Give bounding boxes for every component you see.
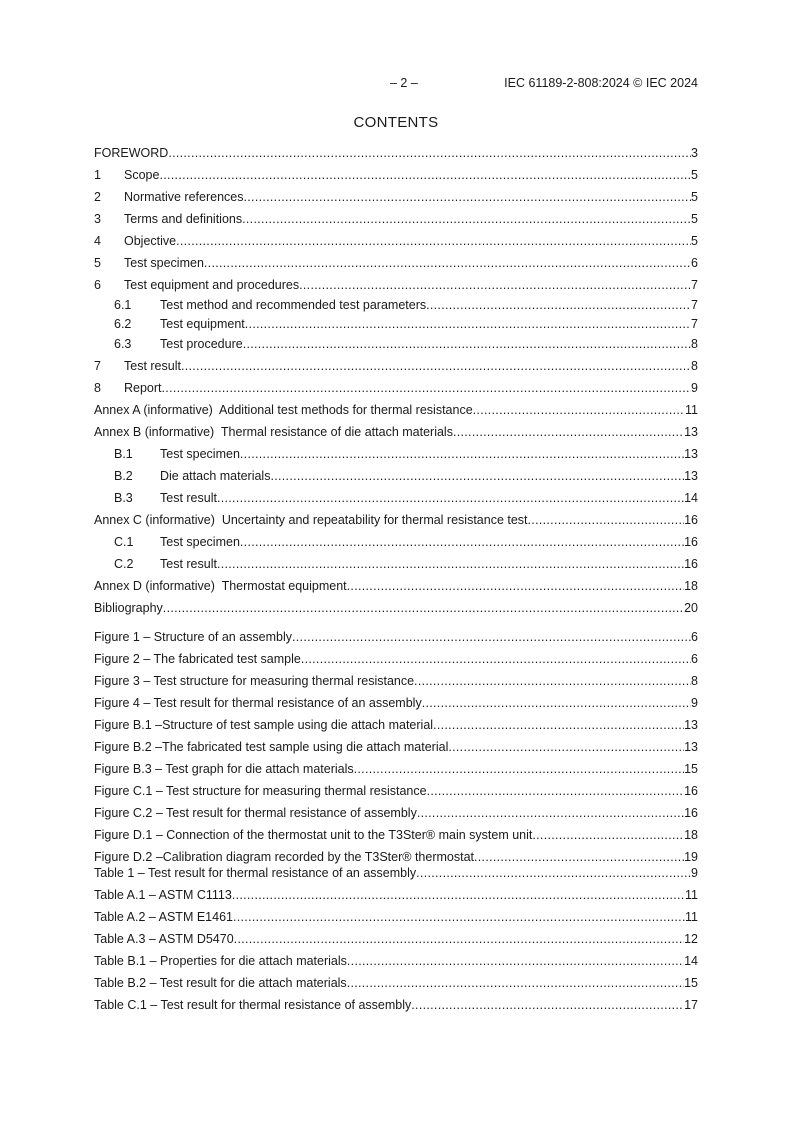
dot-leader (217, 557, 684, 572)
contents-entry[interactable] (94, 579, 698, 594)
contents-entry[interactable] (94, 256, 698, 271)
dot-leader (417, 806, 684, 821)
entry-page-number: 20 (684, 600, 698, 615)
contents-entry[interactable] (94, 317, 698, 332)
dot-leader (347, 976, 684, 991)
entry-page-number: 12 (684, 932, 698, 946)
figure-entry[interactable] (94, 828, 698, 843)
contents-entry[interactable] (94, 447, 698, 462)
contents-entry[interactable] (94, 557, 698, 572)
entry-page-number: 13 (684, 424, 698, 439)
entry-label: Table B.2 – Test result for die attach materials (94, 976, 347, 990)
entry-page-number: 7 (691, 278, 698, 292)
contents-entry[interactable] (94, 359, 698, 374)
figure-entry[interactable] (94, 696, 698, 711)
entry-label: Figure C.2 – Test result for thermal resistance of assembly (94, 806, 417, 820)
entry-page-number: 18 (684, 828, 698, 842)
entry-number: 3 (94, 212, 101, 226)
entry-label: Figure D.2 –Calibration diagram recorded by the T3Ster® thermostat (94, 850, 474, 864)
entry-label: Test result (160, 556, 217, 571)
entry-label: Report (124, 380, 162, 395)
figure-entry[interactable] (94, 806, 698, 821)
dot-leader (245, 317, 691, 332)
entry-page-number: 13 (684, 468, 698, 483)
dot-leader (473, 403, 685, 418)
entry-label: Scope (124, 168, 160, 182)
dot-leader (244, 190, 692, 205)
entry-page-number: 16 (684, 806, 698, 820)
entry-label: Terms and definitions (124, 212, 243, 226)
entry-number: 5 (94, 256, 101, 270)
dot-leader (242, 212, 691, 227)
table-entry[interactable] (94, 888, 698, 903)
dot-leader (217, 491, 684, 506)
dot-leader (422, 696, 691, 711)
dot-leader (347, 579, 684, 594)
entry-page-number: 17 (684, 998, 698, 1012)
table-entry[interactable] (94, 976, 698, 991)
entry-number: 6 (94, 278, 101, 292)
entry-label: Annex A (informative) Additional test methods for thermal resistance (94, 402, 473, 417)
entry-label: Test result (160, 490, 217, 505)
dot-leader (159, 168, 691, 183)
contents-entry[interactable] (94, 337, 698, 352)
entry-number: C.2 (114, 556, 134, 571)
entry-page-number: 5 (691, 212, 698, 226)
figure-entry[interactable] (94, 674, 698, 689)
contents-entry[interactable] (94, 212, 698, 227)
entry-label: Test result (124, 358, 181, 373)
dot-leader (453, 425, 684, 440)
entry-page-number: 6 (691, 256, 698, 270)
entry-label: Objective (124, 234, 177, 248)
entry-page-number: 5 (691, 190, 698, 204)
dot-leader (233, 910, 685, 925)
entry-label: Test specimen (124, 256, 204, 270)
entry-number: C.1 (114, 534, 134, 549)
page-header (94, 76, 698, 92)
contents-entry[interactable] (94, 234, 698, 249)
entry-label: Figure B.2 –The fabricated test sample using die attach material (94, 740, 449, 754)
table-entry[interactable] (94, 932, 698, 947)
entry-label: Figure 2 – The fabricated test sample (94, 652, 301, 666)
dot-leader (301, 652, 691, 667)
standard-reference: IEC 61189-2-808:2024 © IEC 2024 (504, 76, 698, 90)
entry-label: Figure B.1 –Structure of test sample using die attach material (94, 718, 434, 732)
entry-label: Table C.1 – Test result for thermal resistance of assembly (94, 998, 412, 1012)
dot-leader (426, 298, 691, 313)
entry-number: 4 (94, 234, 101, 248)
entry-page-number: 14 (684, 954, 698, 968)
entry-page-number: 13 (684, 718, 698, 732)
contents-entry[interactable] (94, 298, 698, 313)
entry-label: Table 1 – Test result for thermal resistance of an assembly (94, 866, 417, 880)
entry-label: Figure C.1 – Test structure for measuring thermal resistance (94, 784, 427, 798)
entry-label: Normative references (124, 190, 244, 204)
entry-page-number: 19 (684, 850, 698, 864)
entry-number: B.1 (114, 446, 133, 461)
entry-label: Figure 4 – Test result for thermal resistance of an assembly (94, 696, 422, 710)
entry-page-number: 3 (691, 146, 698, 160)
entry-page-number: 16 (684, 784, 698, 798)
table-entry[interactable] (94, 910, 698, 925)
entry-label: Figure B.3 – Test graph for die attach materials (94, 762, 354, 776)
entry-number: 8 (94, 380, 101, 395)
contents-entry[interactable] (94, 403, 698, 418)
figure-entry[interactable] (94, 630, 698, 645)
table-entry[interactable] (94, 954, 698, 969)
dot-leader (532, 828, 684, 843)
dot-leader (243, 337, 691, 352)
entry-page-number: 11 (685, 402, 698, 417)
entry-page-number: 14 (684, 490, 698, 505)
table-entry[interactable] (94, 998, 698, 1013)
entry-number: 7 (94, 358, 101, 373)
entry-page-number: 8 (691, 358, 698, 373)
entry-label: Test equipment (160, 317, 245, 331)
entry-number: 1 (94, 168, 101, 182)
entry-label: Die attach materials (160, 468, 271, 483)
entry-label: Table A.1 – ASTM C1113 (94, 888, 232, 902)
entry-page-number: 18 (684, 578, 698, 593)
dot-leader (347, 954, 684, 969)
contents-entry[interactable] (94, 168, 698, 183)
dot-leader (448, 740, 684, 755)
entry-label: FOREWORD (94, 146, 169, 160)
dot-leader (292, 630, 691, 645)
entry-number: 6.3 (114, 336, 132, 351)
dot-leader (162, 381, 692, 396)
entry-label: Test method and recommended test parameters (160, 297, 427, 312)
dot-leader (474, 850, 684, 865)
entry-label: Figure D.1 – Connection of the thermostat unit to the T3Ster® main system unit (94, 828, 533, 842)
entry-page-number: 7 (691, 317, 698, 331)
entry-page-number: 9 (691, 380, 698, 395)
dot-leader (433, 718, 684, 733)
entry-page-number: 8 (691, 674, 698, 688)
entry-page-number: 6 (691, 630, 698, 644)
figure-entry[interactable] (94, 718, 698, 733)
entry-page-number: 16 (684, 534, 698, 549)
dot-leader (234, 932, 684, 947)
entry-page-number: 5 (691, 234, 698, 248)
contents-entry[interactable] (94, 513, 698, 528)
page-number: – 2 – (390, 76, 418, 90)
entry-label: Table A.2 – ASTM E1461 (94, 910, 233, 924)
dot-leader (240, 447, 684, 462)
entry-page-number: 7 (691, 297, 698, 312)
entry-page-number: 15 (684, 762, 698, 776)
figure-entry[interactable] (94, 740, 698, 755)
dot-leader (163, 601, 684, 616)
entry-label: Annex B (informative) Thermal resistance of die attach materials (94, 424, 453, 439)
entry-number: B.2 (114, 468, 133, 483)
entry-label: Test procedure (160, 336, 243, 351)
entry-number: 6.2 (114, 317, 132, 331)
contents-entry[interactable] (94, 190, 698, 205)
contents-title: CONTENTS (353, 114, 439, 131)
dot-leader (414, 674, 691, 689)
dot-leader (181, 359, 691, 374)
dot-leader (411, 998, 684, 1013)
entry-page-number: 6 (691, 652, 698, 666)
entry-page-number: 11 (685, 910, 698, 924)
entry-page-number: 16 (684, 512, 698, 527)
table-entry[interactable] (94, 866, 698, 881)
contents-entry[interactable] (94, 535, 698, 550)
dot-leader (528, 513, 685, 528)
contents-entry[interactable] (94, 381, 698, 396)
contents-entry[interactable] (94, 601, 698, 616)
entry-label: Annex D (informative) Thermostat equipment (94, 578, 347, 593)
contents-entry[interactable] (94, 469, 698, 484)
entry-page-number: 8 (691, 336, 698, 351)
entry-label: Figure 3 – Test structure for measuring thermal resistance (94, 674, 415, 688)
figure-entry[interactable] (94, 850, 698, 865)
dot-leader (168, 146, 691, 161)
entry-page-number: 13 (684, 446, 698, 461)
entry-page-number: 16 (684, 556, 698, 571)
dot-leader (427, 784, 685, 799)
contents-entry[interactable] (94, 146, 698, 161)
figure-entry[interactable] (94, 784, 698, 799)
dot-leader (270, 469, 684, 484)
entry-page-number: 11 (685, 888, 698, 902)
contents-entry[interactable] (94, 491, 698, 506)
entry-label: Table B.1 – Properties for die attach materials (94, 954, 347, 968)
dot-leader (204, 256, 691, 271)
dot-leader (240, 535, 684, 550)
entry-label: Test equipment and procedures (124, 278, 300, 292)
dot-leader (176, 234, 691, 249)
entry-page-number: 9 (691, 866, 698, 880)
entry-page-number: 15 (684, 976, 698, 990)
contents-entry[interactable] (94, 278, 698, 293)
figure-entry[interactable] (94, 652, 698, 667)
entry-label: Test specimen (160, 446, 240, 461)
entry-label: Figure 1 – Structure of an assembly (94, 630, 293, 644)
dot-leader (354, 762, 684, 777)
entry-number: B.3 (114, 490, 133, 505)
entry-page-number: 13 (684, 740, 698, 754)
entry-label: Annex C (informative) Uncertainty and repeatability for thermal resistance test (94, 512, 528, 527)
entry-page-number: 5 (691, 168, 698, 182)
entry-number: 2 (94, 190, 101, 204)
contents-entry[interactable] (94, 425, 698, 440)
dot-leader (232, 888, 685, 903)
figure-entry[interactable] (94, 762, 698, 777)
dot-leader (299, 278, 691, 293)
entry-page-number: 9 (691, 696, 698, 710)
entry-label: Bibliography (94, 600, 163, 615)
entry-number: 6.1 (114, 297, 132, 312)
entry-label: Table A.3 – ASTM D5470 (94, 932, 234, 946)
dot-leader (416, 866, 691, 881)
entry-label: Test specimen (160, 534, 240, 549)
